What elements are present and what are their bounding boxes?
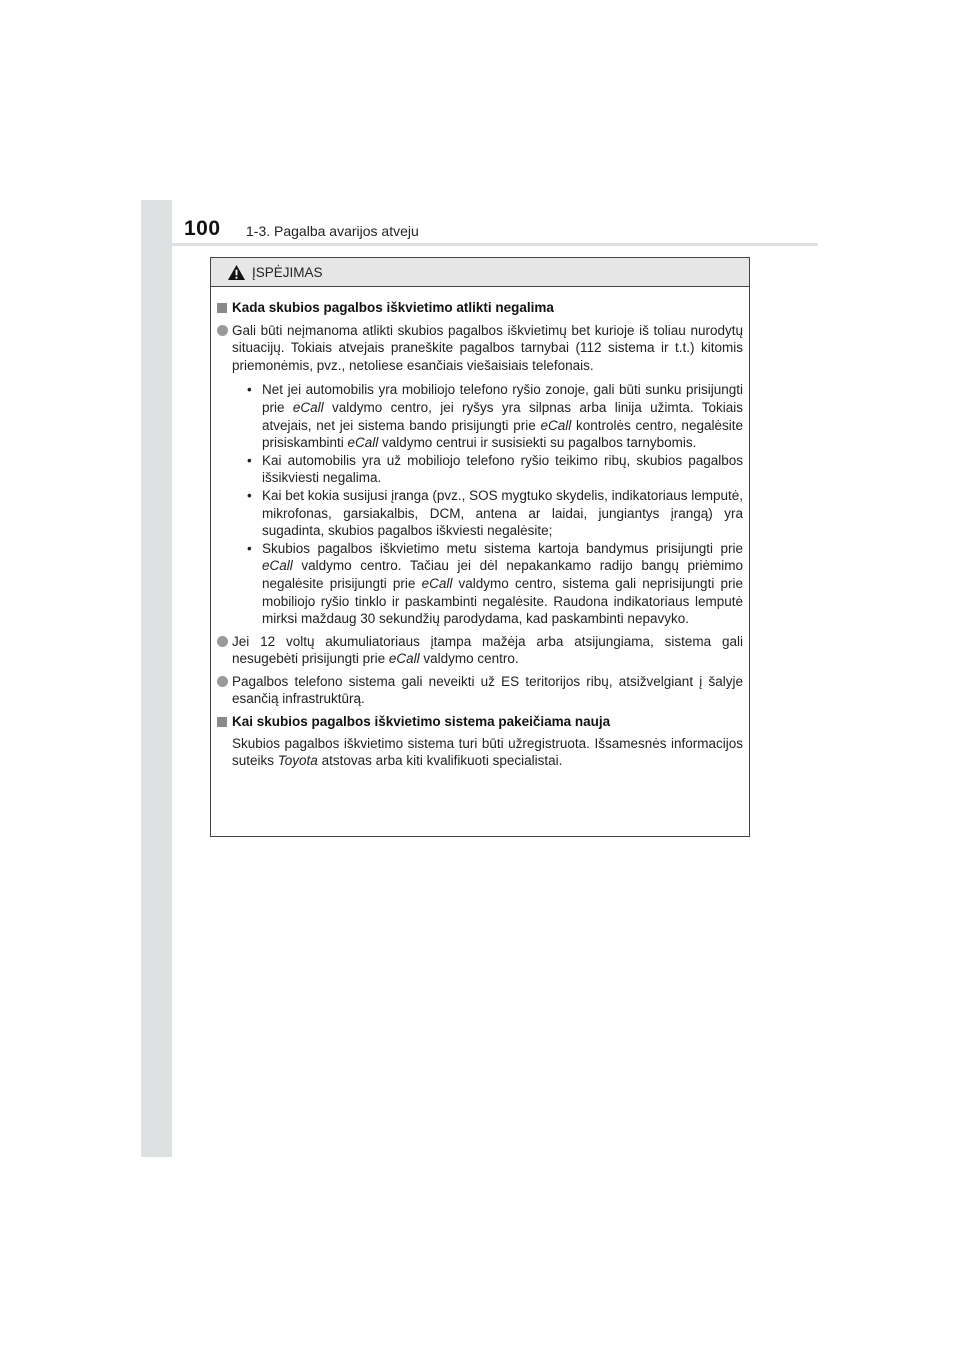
bullet-mark: • bbox=[247, 540, 252, 556]
circle-bullet-icon bbox=[217, 676, 228, 687]
warning-body bbox=[211, 287, 749, 770]
list-item: Jei 12 voltų akumuliatoriaus įtampa mažėja arba atsijungiama, sistema gali nesugebėti prisijungti prie eCall valdymo centro. bbox=[217, 633, 743, 668]
sub-list-item: • Skubios pagalbos iškvietimo metu sistema kartoja bandymus prisijungti prie eCall valdymo centro. Tačiau jei dėl nepakankamo radijo bangų priėmimo negalėsite prisijungti prie eCall valdymo centro, sistema gali neprisijungti prie mobiliojo ryšio tinklo ir paskambinti negalėsite. Raudona indikatoriaus lemputė mirksi maždaug 30 sekundžių parodydama, kad paskambinti nepavyko. bbox=[247, 540, 743, 627]
sub-list-item: • Kai bet kokia susijusi įranga (pvz., SOS mygtuko skydelis, indikatoriaus lemputė, mikrofonas, garsiakalbis, DCM, antena ar laidai, jungiantys įrangą) yra sugadinta, skubios pagalbos iškviesti negalėsite; bbox=[247, 487, 743, 539]
section-heading bbox=[217, 713, 743, 731]
warning-box bbox=[210, 257, 750, 837]
page-number: 100 bbox=[184, 217, 221, 240]
section-title: 1-3. Pagalba avarijos atveju bbox=[246, 223, 419, 239]
sub-list-item: • Kai automobilis yra už mobiliojo telefono ryšio teikimo ribų, skubios pagalbos išsikviesti negalima. bbox=[247, 452, 743, 486]
warning-triangle-icon bbox=[227, 264, 246, 281]
brand-name: Toyota bbox=[277, 753, 318, 769]
list-item bbox=[217, 322, 743, 628]
paragraph: Skubios pagalbos iškvietimo sistema turi būti užregistruota. Išsamesnės informacijos suteiks Toyota atstovas arba kiti kvalifikuoti specialistai. bbox=[232, 735, 743, 769]
side-tab-bar bbox=[141, 200, 172, 1157]
circle-bullet-icon bbox=[217, 636, 228, 647]
sub-list bbox=[232, 381, 743, 627]
ecall-term: eCall bbox=[540, 417, 572, 433]
square-bullet-icon bbox=[217, 303, 227, 313]
bullet-mark: • bbox=[247, 452, 252, 468]
section-heading-text: Kada skubios pagalbos iškvietimo atlikti negalima bbox=[232, 300, 554, 315]
header-rule bbox=[141, 243, 818, 246]
ecall-term: eCall bbox=[292, 399, 324, 415]
list-item: Pagalbos telefono sistema gali neveikti už ES teritorijos ribų, atsižvelgiant į šalyje esančią infrastruktūrą. bbox=[217, 673, 743, 708]
ecall-term: eCall bbox=[388, 651, 420, 667]
paragraph: Gali būti neįmanoma atlikti skubios pagalbos iškvietimų bet kurioje iš toliau nurodytų situacijų. Tokiais atvejais praneškite pagalbos tarnybai (112 sistema ir t.t.) kitomis priemonėmis, pvz., netoliese esančiais viešaisiais telefonais. bbox=[232, 322, 743, 373]
bullet-mark: • bbox=[247, 382, 252, 398]
circle-bullet-icon bbox=[217, 325, 228, 336]
warning-header bbox=[211, 258, 749, 287]
warning-label: ĮSPĖJIMAS bbox=[252, 264, 323, 280]
ecall-term: eCall bbox=[347, 435, 379, 451]
section-heading-text: Kai skubios pagalbos iškvietimo sistema pakeičiama nauja bbox=[232, 714, 611, 730]
ecall-term: eCall bbox=[262, 558, 293, 574]
sub-list-item: • Net jei automobilis yra mobiliojo telefono ryšio zonoje, gali būti sunku prisijungti prie eCall valdymo centro, jei ryšys yra silpnas arba linija užimta. Tokiais atvejais, net jei sistema bando prisijungti prie eCall kontrolės centro, negalėsite prisiskambinti eCall valdymo centrui ir susisiekti su pagalbos tarnybomis. bbox=[247, 382, 743, 451]
bullet-mark: • bbox=[247, 487, 252, 503]
square-bullet-icon bbox=[217, 717, 227, 727]
ecall-term: eCall bbox=[421, 575, 453, 591]
section-heading bbox=[217, 299, 743, 317]
